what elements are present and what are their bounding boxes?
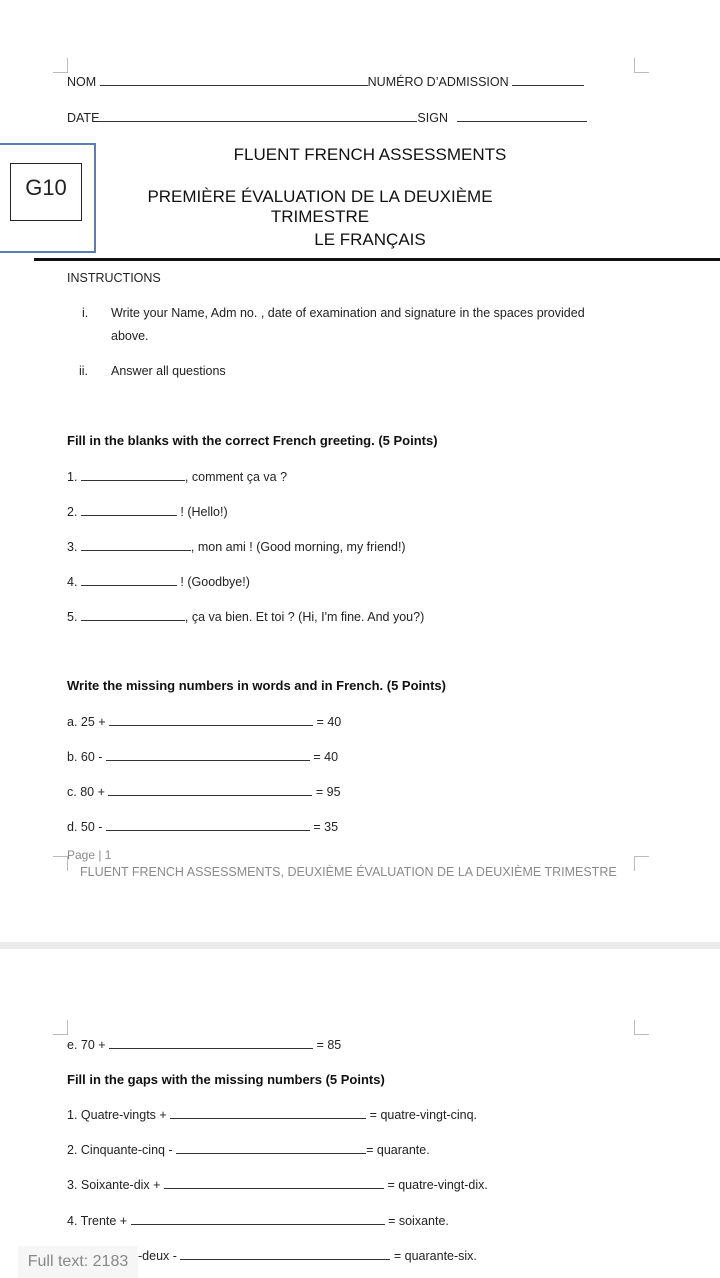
gap-blank-5[interactable] <box>180 1248 390 1260</box>
greeting-item-1 <box>67 469 287 484</box>
number-blank-a[interactable] <box>109 714 313 726</box>
gap-blank-2[interactable] <box>176 1142 366 1154</box>
date-label: DATE <box>67 111 100 125</box>
item-result: = quatre-vingt-dix. <box>387 1178 488 1192</box>
greeting-item-5 <box>67 609 424 624</box>
item-number: 5. <box>67 610 78 624</box>
instruction-num-1: i. <box>82 306 89 320</box>
greeting-blank-5[interactable] <box>81 609 185 621</box>
greeting-blank-3[interactable] <box>81 539 191 551</box>
instruction-num-2: ii. <box>79 364 89 378</box>
header-date-row <box>67 110 587 125</box>
number-item-e <box>67 1037 341 1052</box>
number-item-c <box>67 784 341 799</box>
footer-text: FLUENT FRENCH ASSESSMENTS, DEUXIÈME ÉVALUATION DE LA DEUXIÈME TRIMESTRE <box>80 865 617 879</box>
page-number: Page | 1 <box>67 848 112 862</box>
page-separator <box>0 942 720 949</box>
crop-mark-top-left <box>53 58 68 73</box>
header-divider <box>34 258 720 261</box>
item-result: = quarante. <box>366 1143 430 1157</box>
instruction-text-1-cont: above. <box>111 329 149 343</box>
number-blank-e[interactable] <box>109 1037 313 1049</box>
greeting-item-3 <box>67 539 406 554</box>
instructions-title: INSTRUCTIONS <box>67 271 161 285</box>
sign-field[interactable] <box>457 110 587 122</box>
greeting-item-4 <box>67 574 250 589</box>
nom-label: NOM <box>67 75 97 89</box>
instruction-text-2: Answer all questions <box>111 364 226 378</box>
admission-label: NUMÉRO D’ADMISSION <box>367 75 509 89</box>
item-number: 1. <box>67 470 78 484</box>
grade-badge <box>10 163 82 221</box>
item-text: , comment ça va ? <box>184 470 288 484</box>
greeting-blank-1[interactable] <box>81 469 185 481</box>
crop-mark-top-right <box>634 58 649 73</box>
item-prefix: c. 80 + <box>67 785 105 799</box>
gap-blank-4[interactable] <box>131 1213 385 1225</box>
grade-badge-text: G10 <box>25 175 67 200</box>
gap-blank-3[interactable] <box>164 1177 384 1189</box>
gap-item-1 <box>67 1107 477 1122</box>
item-text: ! (Hello!) <box>180 505 228 519</box>
date-field[interactable] <box>99 110 417 122</box>
number-item-b <box>67 749 338 764</box>
item-prefix: 4. Trente + <box>67 1214 128 1228</box>
item-result: = soixante. <box>388 1214 449 1228</box>
item-prefix: d. 50 - <box>67 820 103 834</box>
item-result: = 40 <box>316 715 342 729</box>
crop-mark-bottom-right <box>634 856 649 871</box>
item-result: = 35 <box>313 820 339 834</box>
number-blank-d[interactable] <box>106 819 310 831</box>
greeting-blank-2[interactable] <box>81 504 177 516</box>
section3-title: Fill in the gaps with the missing numbers (5 Points) <box>67 1072 385 1087</box>
gap-item-2 <box>67 1142 430 1157</box>
section2-title: Write the missing numbers in words and in French. (5 Points) <box>67 678 446 693</box>
item-number: 3. <box>67 540 78 554</box>
assessment-title: FLUENT FRENCH ASSESSMENTS <box>233 145 507 164</box>
greeting-blank-4[interactable] <box>81 574 177 586</box>
gap-item-3 <box>67 1177 488 1192</box>
crop-mark-top-right-page2 <box>634 1020 649 1035</box>
gap-item-4 <box>67 1213 449 1228</box>
item-text: , ça va bien. Et toi ? (Hi, I'm fine. And you?) <box>184 610 425 624</box>
item-text: , mon ami ! (Good morning, my friend!) <box>190 540 406 554</box>
greeting-item-2 <box>67 504 228 519</box>
full-text-button[interactable] <box>18 1246 138 1278</box>
sign-label: SIGN <box>417 111 448 125</box>
item-text: ! (Goodbye!) <box>180 575 250 589</box>
item-prefix: 2. Cinquante-cinq - <box>67 1143 173 1157</box>
number-blank-c[interactable] <box>108 784 312 796</box>
item-result: = 85 <box>316 1038 342 1052</box>
item-result: = quarante-six. <box>393 1249 477 1263</box>
nom-field[interactable] <box>100 74 368 86</box>
number-blank-b[interactable] <box>106 749 310 761</box>
full-text-label: Full text: 2183 <box>27 1253 129 1270</box>
assessment-subtitle: PREMIÈRE ÉVALUATION DE LA DEUXIÈME TRIMESTRE <box>147 187 493 226</box>
crop-mark-bottom-left <box>53 856 68 871</box>
number-item-a <box>67 714 341 729</box>
section1-title: Fill in the blanks with the correct French greeting. (5 Points) <box>67 433 438 448</box>
item-number: 4. <box>67 575 78 589</box>
admission-field[interactable] <box>512 74 584 86</box>
item-number: 2. <box>67 505 78 519</box>
item-prefix: -deux - <box>138 1249 177 1263</box>
item-result: = 95 <box>315 785 341 799</box>
item-prefix: e. 70 + <box>67 1038 106 1052</box>
header-nom-row <box>67 74 584 89</box>
item-prefix: 1. Quatre-vingts + <box>67 1108 167 1122</box>
item-prefix: 3. Soixante-dix + <box>67 1178 161 1192</box>
subject-title: LE FRANÇAIS <box>314 230 426 249</box>
item-result: = quatre-vingt-cinq. <box>369 1108 478 1122</box>
item-prefix: a. 25 + <box>67 715 106 729</box>
gap-item-5 <box>138 1248 477 1263</box>
instruction-text-1: Write your Name, Adm no. , date of examination and signature in the spaces provided <box>111 306 585 320</box>
gap-blank-1[interactable] <box>170 1107 366 1119</box>
item-result: = 40 <box>313 750 339 764</box>
crop-mark-top-left-page2 <box>53 1020 68 1035</box>
item-prefix: b. 60 - <box>67 750 103 764</box>
number-item-d <box>67 819 338 834</box>
